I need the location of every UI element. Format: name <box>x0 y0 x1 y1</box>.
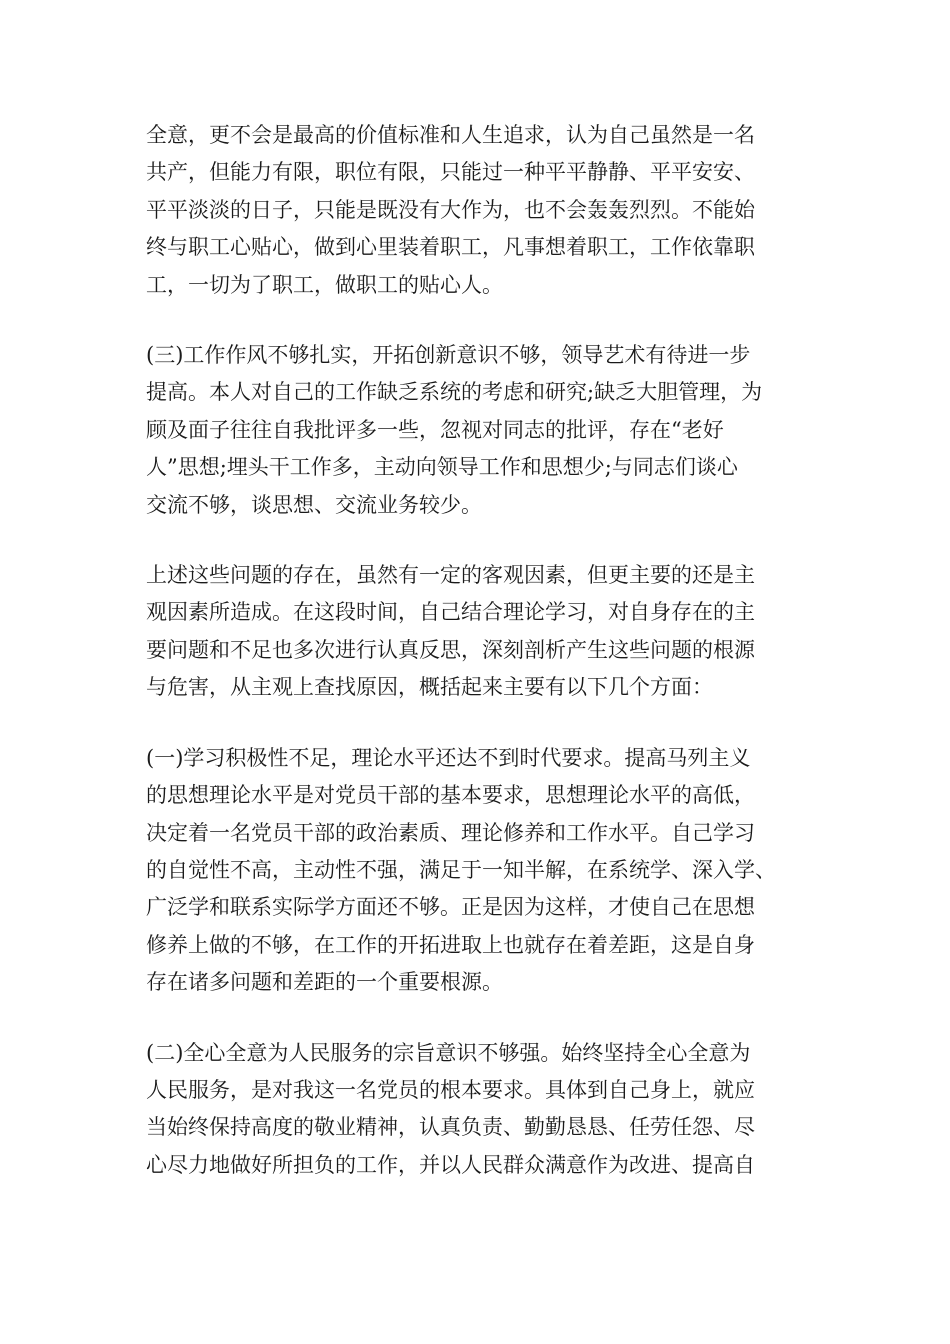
text-line: 上述这些问题的存在，虽然有一定的客观因素，但更主要的还是主 <box>146 563 755 588</box>
text-line: 当始终保持高度的敬业精神，认真负责、勤勤恳恳、任劳任怨、尽 <box>146 1115 755 1140</box>
paragraph-4 <box>146 740 816 1002</box>
text-line: 顾及面子往往自我批评多一些，忽视对同志的批评，存在“老好 <box>146 417 724 442</box>
text-line: (一)学习积极性不足，理论水平还达不到时代要求。提高马列主义 <box>146 745 751 770</box>
paragraph-3 <box>146 557 816 707</box>
text-line: 工，一切为了职工，做职工的贴心人。 <box>146 272 503 297</box>
text-line: 提高。本人对自己的工作缺乏系统的考虑和研究;缺乏大胆管理，为 <box>146 380 763 405</box>
text-line: 的自觉性不高，主动性不强，满足于一知半解，在系统学、深入学、 <box>146 857 776 882</box>
text-line: 广泛学和联系实际学方面还不够。正是因为这样，才使自己在思想 <box>146 895 755 920</box>
text-line: 的思想理论水平是对党员干部的基本要求，思想理论水平的高低， <box>146 783 755 808</box>
paragraph-2 <box>146 337 816 524</box>
text-line: (三)工作作风不够扎实，开拓创新意识不够，领导艺术有待进一步 <box>146 343 751 368</box>
text-line: 修养上做的不够，在工作的开拓进取上也就存在着差距，这是自身 <box>146 932 755 957</box>
text-line: 决定着一名党员干部的政治素质、理论修养和工作水平。自己学习 <box>146 820 755 845</box>
text-line: 终与职工心贴心，做到心里装着职工，凡事想着职工，工作依靠职 <box>146 235 755 260</box>
text-line: 共产，但能力有限，职位有限，只能过一种平平静静、平平安安、 <box>146 160 755 185</box>
text-line: 与危害，从主观上查找原因，概括起来主要有以下几个方面： <box>146 675 713 700</box>
text-line: 人”思想;埋头干工作多，主动向领导工作和思想少;与同志们谈心 <box>146 455 738 480</box>
text-line: 人民服务，是对我这一名党员的根本要求。具体到自己身上，就应 <box>146 1077 755 1102</box>
text-line: 平平淡淡的日子，只能是既没有大作为，也不会轰轰烈烈。不能始 <box>146 197 755 222</box>
text-line: 观因素所造成。在这段时间，自己结合理论学习，对自身存在的主 <box>146 600 755 625</box>
text-line: 存在诸多问题和差距的一个重要根源。 <box>146 970 503 995</box>
text-line: 要问题和不足也多次进行认真反思，深刻剖析产生这些问题的根源 <box>146 637 755 662</box>
text-line: 交流不够，谈思想、交流业务较少。 <box>146 492 482 517</box>
document-body <box>146 117 816 1217</box>
text-line: 全意，更不会是最高的价值标准和人生追求，认为自己虽然是一名 <box>146 123 755 147</box>
paragraph-1 <box>146 117 816 304</box>
text-line: (二)全心全意为人民服务的宗旨意识不够强。始终坚持全心全意为 <box>146 1040 751 1065</box>
paragraph-5 <box>146 1035 816 1185</box>
text-line: 心尽力地做好所担负的工作，并以人民群众满意作为改进、提高自 <box>146 1152 755 1177</box>
